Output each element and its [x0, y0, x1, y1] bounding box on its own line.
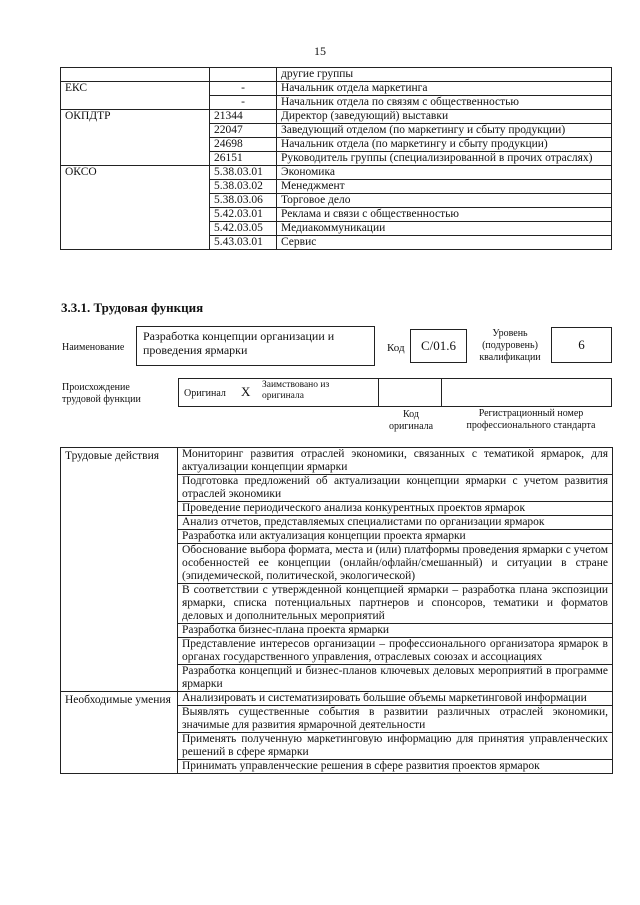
classifier-title: Руководитель группы (специализированной в прочих отраслях): [277, 152, 612, 166]
classifier-code: -: [210, 82, 277, 96]
code-label: Код: [387, 342, 405, 354]
classifier-title: Директор (заведующий) выставки: [277, 110, 612, 124]
classifier-code: 22047: [210, 124, 277, 138]
original-mark: X: [241, 384, 251, 399]
function-row: [61, 692, 613, 706]
original-label: Оригинал: [184, 388, 226, 399]
function-item: Принимать управленческие решения в сфере развития проектов ярмарок: [178, 760, 613, 774]
classifier-name: [61, 68, 210, 82]
name-label: Наименование: [62, 342, 125, 353]
classifier-title: Реклама и связи с общественностью: [277, 208, 612, 222]
classifier-title: Начальник отдела (по маркетингу и сбыту продукции): [277, 138, 612, 152]
classifier-code: [210, 68, 277, 82]
classifier-code: 5.38.03.01: [210, 166, 277, 180]
origin-label: Происхождение трудовой функции: [62, 382, 141, 405]
classifier-title: Менеджмент: [277, 180, 612, 194]
function-item: В соответствии с утвержденной концепцией ярмарки – разработка плана экспозиции ярмарки, списка потенциальных партнеров и спонсоров, тематики и форматов деловых и дополнительных мероприятий: [178, 584, 613, 624]
classifier-title: Начальник отдела по связям с общественностью: [277, 96, 612, 110]
function-item: Разработка концепций и бизнес-планов ключевых деловых мероприятий в программе ярмарки: [178, 665, 613, 692]
function-item: Подготовка предложений об актуализации концепции ярмарки с учетом развития отраслей экономики: [178, 475, 613, 502]
classifier-title: Заведующий отделом (по маркетингу и сбыту продукции): [277, 124, 612, 138]
classifier-code: 5.38.03.02: [210, 180, 277, 194]
function-code-value: C/01.6: [410, 329, 467, 363]
function-row: [61, 448, 613, 475]
page-number: 15: [314, 44, 326, 58]
code-original-label: Код оригинала: [388, 409, 434, 432]
function-item: Выявлять существенные события в развитии различных отраслей экономики, значимые для развития ярмарочной деятельности: [178, 706, 613, 733]
classifier-title: Медиакоммуникации: [277, 222, 612, 236]
classifier-code: 26151: [210, 152, 277, 166]
function-section-header: Необходимые умения: [61, 692, 178, 774]
classifier-title: Начальник отдела маркетинга: [277, 82, 612, 96]
function-table: [60, 447, 613, 774]
reg-number-label: Регистрационный номер профессионального стандарта: [466, 408, 596, 431]
classifier-name: ЕКС: [61, 82, 210, 110]
classification-row: [61, 68, 612, 82]
borrowed-label: Заимствовано из оригинала: [262, 380, 330, 401]
function-section-header: Трудовые действия: [61, 448, 178, 692]
classifier-code: 5.38.03.06: [210, 194, 277, 208]
function-item: Применять полученную маркетинговую информацию для принятия управленческих решений в сфере ярмарки: [178, 733, 613, 760]
function-item: Разработка или актуализация концепции проекта ярмарки: [178, 530, 613, 544]
function-item: Анализ отчетов, представляемых специалистами по организации ярмарок: [178, 516, 613, 530]
classification-row: [61, 110, 612, 124]
level-value: 6: [551, 327, 612, 363]
function-item: Обоснование выбора формата, места и (или) платформы проведения ярмарки с учетом особенностей ее концепции (онлайн/офлайн/смешанный) и ситуации в стране (эпидемической, политической, экологической): [178, 544, 613, 584]
function-item: Мониторинг развития отраслей экономики, связанных с тематикой ярмарок, для актуализации концепции ярмарки: [178, 448, 613, 475]
section-heading: 3.3.1. Трудовая функция: [61, 300, 204, 315]
classifier-title: другие группы: [277, 68, 612, 82]
classifier-code: -: [210, 96, 277, 110]
classifier-title: Торговое дело: [277, 194, 612, 208]
classifier-code: 24698: [210, 138, 277, 152]
level-label: Уровень (подуровень) квалификации: [479, 328, 541, 363]
function-name-value: Разработка концепции организации и проведения ярмарки: [136, 326, 375, 366]
classifier-code: 21344: [210, 110, 277, 124]
classifier-name: ОКСО: [61, 166, 210, 250]
classifier-code: 5.42.03.01: [210, 208, 277, 222]
function-item: Разработка бизнес-плана проекта ярмарки: [178, 624, 613, 638]
classifier-code: 5.43.03.01: [210, 236, 277, 250]
classifier-title: Экономика: [277, 166, 612, 180]
classification-table: [60, 67, 612, 250]
classification-row: [61, 166, 612, 180]
function-item: Представление интересов организации – профессионального организатора ярмарок в органах государственного управления, отраслевых союзах и ассоциациях: [178, 638, 613, 665]
classifier-title: Сервис: [277, 236, 612, 250]
classifier-code: 5.42.03.05: [210, 222, 277, 236]
function-item: Проведение периодического анализа конкурентных проектов ярмарок: [178, 502, 613, 516]
classifier-name: ОКПДТР: [61, 110, 210, 166]
function-item: Анализировать и систематизировать большие объемы маркетинговой информации: [178, 692, 613, 706]
classification-row: [61, 82, 612, 96]
